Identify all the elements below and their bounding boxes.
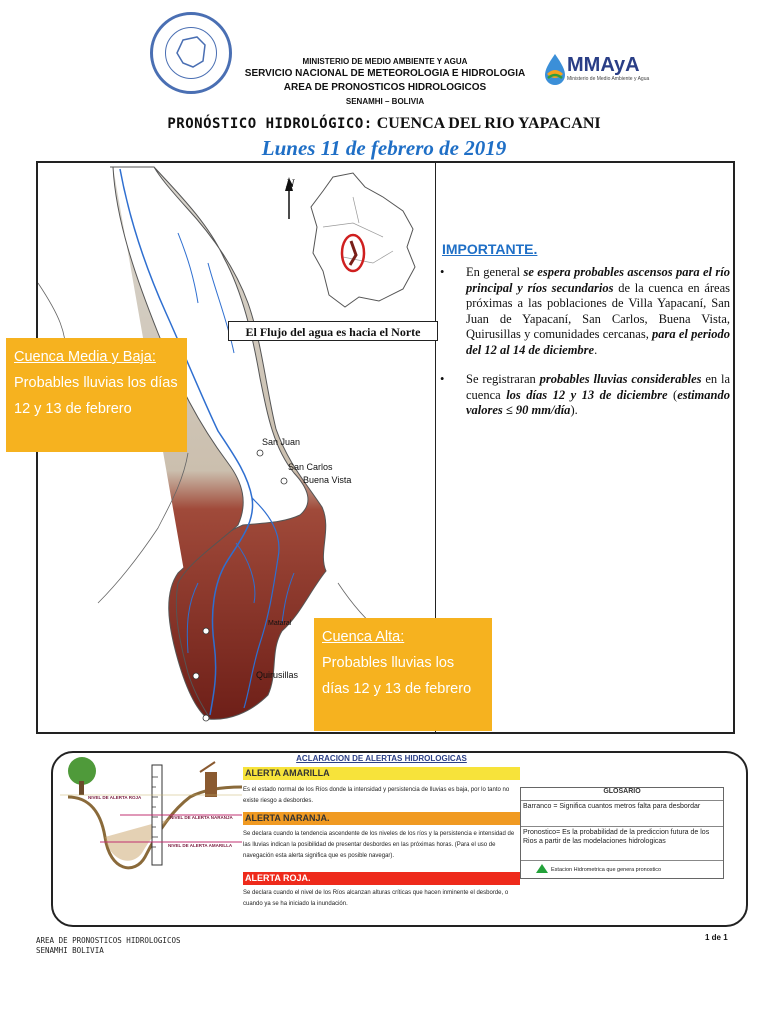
mmaya-logo-name: MMAyA [567,54,640,76]
bullet-icon: • [440,372,445,386]
header-service: SERVICIO NACIONAL DE METEOROLOGIA E HIDROLOGIA [244,68,526,79]
important-bullet-1 [440,265,730,358]
media-baja-text: Probables lluvias los días 12 y 13 de febrero [14,375,178,417]
footer-senamhi: SENAMHI BOLIVIA [36,946,104,955]
flow-direction-label: El Flujo del agua es hacia el Norte [228,321,438,341]
b2-text-e: ( [667,387,678,402]
b2-text-b: probables lluvias considerables [539,372,702,386]
station-marker [203,715,209,721]
b2-text-f: estimando valores ≤ 90 mm/día [466,387,730,417]
place-san-carlos: San Carlos [288,462,333,472]
alert-orange-heading: ALERTA NARANJA. [243,812,520,825]
glossary-estacion: Estacion Hidrometrica que genera pronostico [521,860,723,878]
b1-text-a: En general [466,265,524,279]
station-marker [203,628,209,634]
b2-text-d: los días 12 y 13 de diciembre [506,387,668,402]
place-mataral: Mataral [268,620,292,627]
glossary-pronostico: Pronostico= Es la probabilidad de la prediccion futura de los Rios a partir de las modelaciones hidrologicas [521,826,723,860]
b2-text-g: ). [570,403,578,417]
seal-icon [153,15,229,91]
title-basin: CUENCA DEL RIO YAPACANI [376,115,601,132]
level-red-label: NIVEL DE ALERTA ROJA [88,795,142,800]
station-marker [281,478,287,484]
footer-area: AREA DE PRONOSTICOS HIDROLOGICOS [36,936,181,945]
b1-text-d: para el periodo del 12 al 14 de diciembre [466,327,730,357]
header-ministry: MINISTERIO DE MEDIO AMBIENTE Y AGUA [302,57,468,66]
header-area: AREA DE PRONOSTICOS HIDROLOGICOS [283,82,487,93]
place-quirusillas: Quirusillas [256,670,299,680]
station-marker [257,450,263,456]
b1-text-b: se espera probables ascensos para el río principal y ríos secundarios [466,265,731,295]
page-title [0,115,768,133]
alerts-title: ACLARACION DE ALERTAS HIDROLOGICAS [296,754,467,763]
north-label: N [286,176,295,190]
glossary-title: GLOSARIO [603,788,641,795]
place-buena-vista: Buena Vista [303,475,352,485]
glossary-barranco: Barranco = Significa cuantos metros falta para desbordar [521,800,723,826]
alta-box [314,618,492,731]
media-baja-heading: Cuenca Media y Baja: [14,349,156,365]
b1-text-c: de la cuenca en áreas próximas a las poblaciones de Villa Yapacaní, San Juan de Yapacaní, San Carlos, Buena Vista, Quirusillas y comunidades cercanas, [466,280,731,341]
alert-yellow-text: Es el estado normal de los Ríos donde la intensidad y persistencia de lluvias es baja, por lo tanto no existe riesgo a desbordes. [243,787,510,804]
b2-text-a: Se registraran [466,372,540,386]
bolivia-inset-map [283,167,433,317]
media-baja-box [6,338,187,452]
mmaya-drop-icon [542,52,568,86]
title-prefix: PRONÓSTICO HIDROLÓGICO: [167,116,373,132]
important-bullet-2 [440,372,730,419]
level-yellow-label: NIVEL DE ALERTA AMARILLA [168,843,233,848]
alert-orange-text: Se declara cuando la tendencia ascendente de los niveles de los ríos y la persistencia e intensidad de las lluvias indican la posibilidad de presentar desbordes en las próximas horas. (Para el uso de navegación esta alerta significa que es posible navegar). [243,831,515,859]
mmaya-logo-sub: Ministerio de Medio Ambiente y Agua [567,76,650,82]
station-marker [193,673,199,679]
alert-yellow-heading: ALERTA AMARILLA [243,767,520,780]
alta-text: Probables lluvias los días 12 y 13 de febrero [322,655,472,697]
important-heading: IMPORTANTE. [442,241,538,257]
forecast-date: Lunes 11 de febrero de 2019 [261,136,507,160]
header-senamhi: SENAMHI – BOLIVIA [345,97,425,106]
alert-red-heading: ALERTA ROJA. [243,872,520,885]
alert-red-text: Se declara cuando el nivel de los Ríos alcanzan alturas críticas que hacen inminente el desborde, o cuando ya se ha iniciado la inundación. [243,890,509,907]
page-number: 1 de 1 [705,933,728,942]
bullet-icon: • [440,265,445,279]
alta-heading: Cuenca Alta: [322,629,405,645]
station-triangle-icon [536,864,548,873]
b1-text-e: . [594,342,598,357]
place-san-juan: San Juan [262,437,301,447]
level-orange-label: NIVEL DE ALERTA NARANJA [170,815,233,820]
b2-text-c: en la cuenca [466,372,730,402]
